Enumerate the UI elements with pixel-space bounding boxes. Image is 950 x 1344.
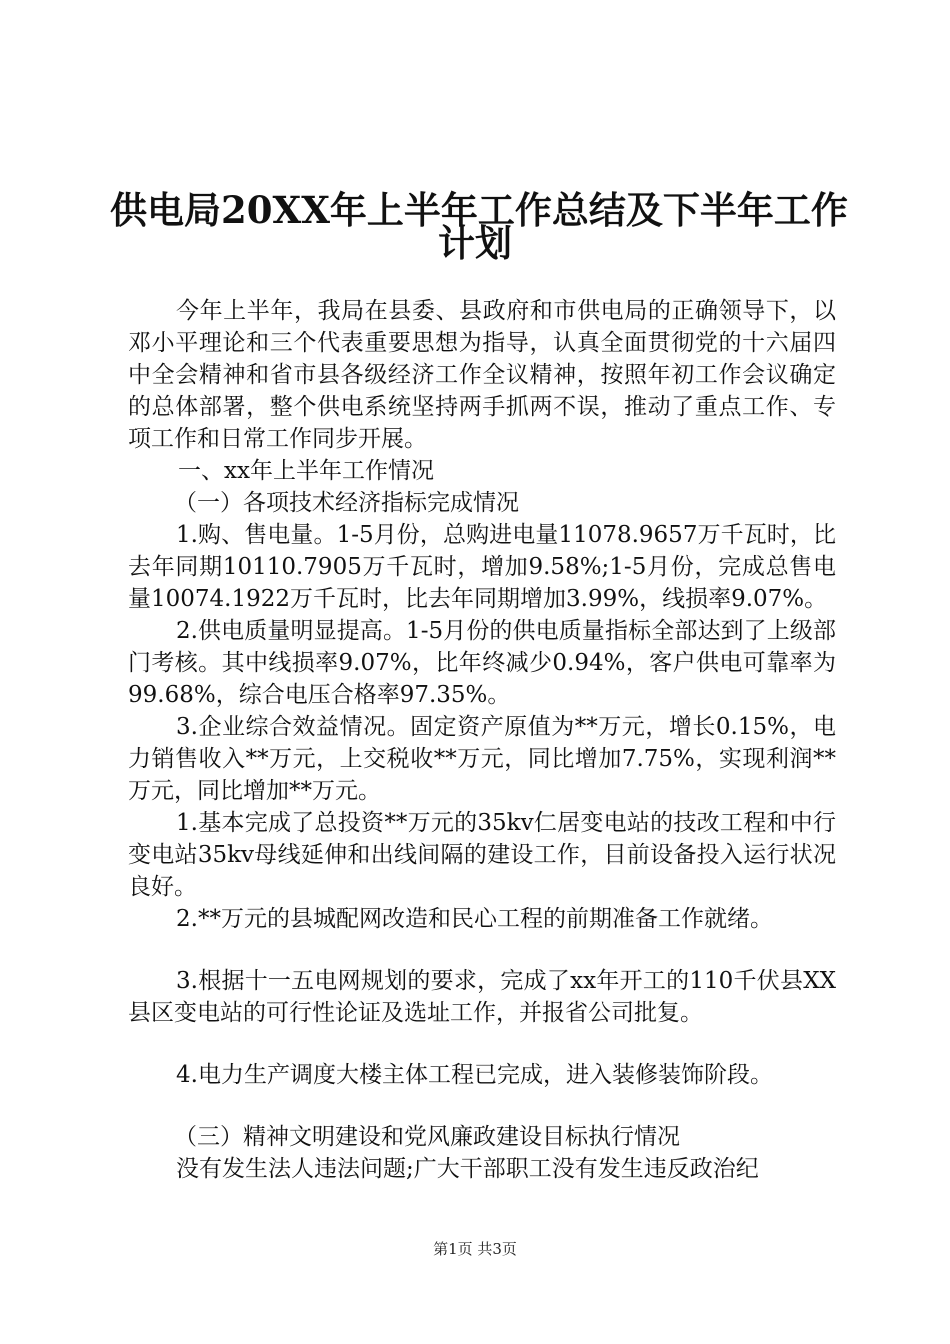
intro-paragraph: 今年上半年，我局在县委、县政府和市供电局的正确领导下，以邓小平理论和三个代表重要思想为指导，认真全面贯彻党的十六届四中全会精神和省市县各级经济工作全议精神，按照年初工作会议确定的总体部署，整个供电系统坚持两手抓两不误，推动了重点工作、专项工作和日常工作同步开展。: [128, 298, 836, 452]
indicator-item-3: 3.企业综合效益情况。固定资产原值为**万元，增长0.15%，电力销售收入**万元，上交税收**万元，同比增加7.75%，实现利润**万元，同比增加**万元。: [128, 714, 836, 804]
indicator-item-2: 2.供电质量明显提高。1-5月份的供电质量指标全部达到了上级部门考核。其中线损率9.07%，比年终减少0.94%，客户供电可靠率为99.68%，综合电压合格率97.35%。: [128, 618, 836, 708]
project-item-4: 4.电力生产调度大楼主体工程已完成，进入装修装饰阶段。: [176, 1062, 773, 1088]
page-footer: 第1页 共3页: [433, 1240, 517, 1258]
document-title-line-1: 供电局20XX年上半年工作总结及下半年工作: [110, 188, 848, 232]
section-heading-1: 一、xx年上半年工作情况: [178, 458, 434, 484]
closing-paragraph: 没有发生法人违法问题;广大干部职工没有发生违反政治纪: [176, 1156, 759, 1182]
indicator-item-1: 1.购、售电量。1-5月份，总购进电量11078.9657万千瓦时，比去年同期10110.7905万千瓦时，增加9.58%;1-5月份，完成总售电量10074.1922万千瓦时，比去年同期增加3.99%，线损率9.07%。: [128, 522, 836, 612]
subsection-heading-1: （一）各项技术经济指标完成情况: [174, 490, 519, 516]
project-item-2: 2.**万元的县城配网改造和民心工程的前期准备工作就绪。: [176, 906, 773, 932]
document-body: [128, 295, 836, 1185]
project-item-1: 1.基本完成了总投资**万元的35kv仁居变电站的技改工程和中行变电站35kv母线延伸和出线间隔的建设工作，目前设备投入运行状况良好。: [128, 810, 836, 900]
subsection-heading-3: （三）精神文明建设和党风廉政建设目标执行情况: [174, 1124, 680, 1150]
document-title-line-2: 计划: [438, 221, 512, 265]
project-item-3: 3.根据十一五电网规划的要求，完成了xx年开工的110千伏县XX县区变电站的可行性论证及选址工作，并报省公司批复。: [128, 968, 836, 1026]
